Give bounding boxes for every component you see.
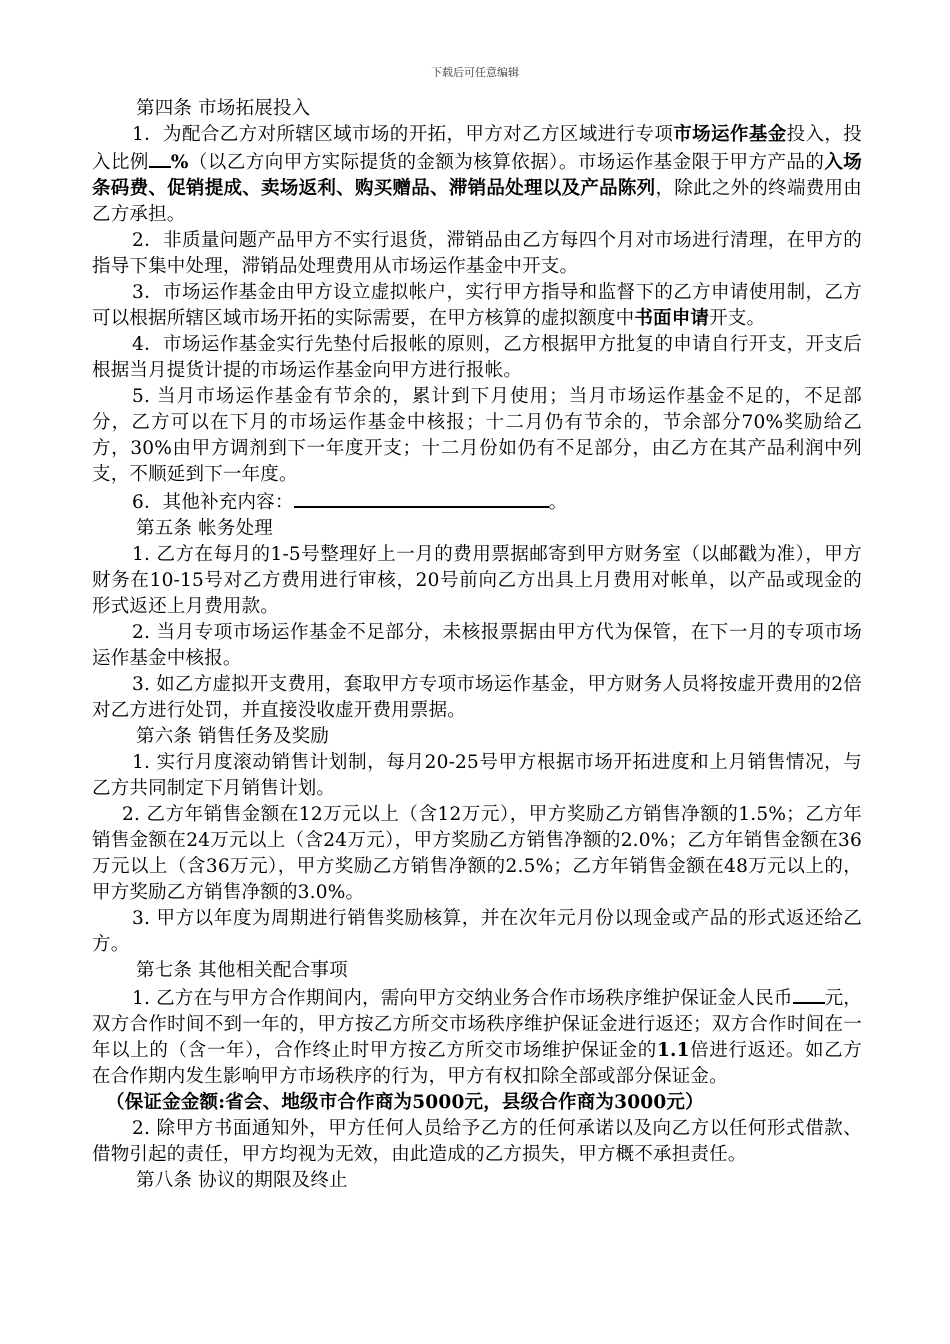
article-4-clause-6: 6．其他补充内容： 。	[92, 488, 862, 516]
article-4-clause-1: 1．为配合乙方对所辖区域市场的开拓，甲方对乙方区域进行专项市场运作基金投入，投入比例 %（以乙方向甲方实际提货的金额为核算依据）。市场运作基金限于甲方产品的入场条码费、促销提成、卖场返利、购买赠品、滞销品处理以及产品陈列，除此之外的终端费用由乙方承担。	[92, 124, 862, 225]
article-6-clause-3: 3. 甲方以年度为周期进行销售奖励核算，并在次年元月份以现金或产品的形式返还给乙方。	[92, 908, 862, 955]
article-7-clause-2: 2. 除甲方书面通知外，甲方任何人员给予乙方的任何承诺以及向乙方以任何形式借款、借物引起的责任，甲方均视为无效，由此造成的乙方损失，甲方概不承担责任。	[92, 1118, 862, 1165]
article-6-clause-1: 1. 实行月度滚动销售计划制，每月20-25号甲方根据市场开拓进度和上月销售情况，与乙方共同制定下月销售计划。	[92, 752, 862, 799]
deposit-amount-blank	[793, 984, 825, 1004]
page-header: 下载后可任意编辑	[431, 66, 519, 79]
article-4-clause-4: 4．市场运作基金实行先垫付后报帐的原则，乙方根据甲方批复的申请自行开支，开支后根据当月提货计提的市场运作基金向甲方进行报帐。	[92, 334, 862, 381]
article-4-clause-3: 3．市场运作基金由甲方设立虚拟帐户，实行甲方指导和监督下的乙方申请使用制，乙方可以根据所辖区域市场开拓的实际需要，在甲方核算的虚拟额度中书面申请开支。	[92, 282, 862, 329]
article-7-title: 第七条 其他相关配合事项	[136, 960, 348, 981]
article-8-title: 第八条 协议的期限及终止	[136, 1170, 348, 1191]
deposit-note: （保证金金额:省会、地级市合作商为5000元，县级合作商为3000元）	[106, 1092, 704, 1113]
supplement-blank	[294, 488, 549, 508]
article-5-title: 第五条 帐务处理	[136, 518, 273, 539]
article-5-clause-3: 3. 如乙方虚拟开支费用，套取甲方专项市场运作基金，甲方财务人员将按虚开费用的2倍对乙方进行处罚，并直接没收虚开费用票据。	[92, 674, 862, 721]
article-5-clause-1: 1. 乙方在每月的1-5号整理好上一月的费用票据邮寄到甲方财务室（以邮戳为准），甲方财务在10-15号对乙方费用进行审核，20号前向乙方出具上月费用对帐单，以产品或现金的形式返还上月费用款。	[92, 544, 862, 617]
article-4-clause-2: 2．非质量问题产品甲方不实行退货，滞销品由乙方每四个月对市场进行清理，在甲方的指导下集中处理，滞销品处理费用从市场运作基金中开支。	[92, 230, 862, 277]
article-4-clause-5: 5. 当月市场运作基金有节余的，累计到下月使用；当月市场运作基金不足的，不足部分，乙方可以在下月的市场运作基金中核报；十二月仍有节余的，节余部分70%奖励给乙方，30%由甲方调剂到下一年度开支；十二月份如仍有不足部分，由乙方在其产品利润中列支，不顺延到下一年度。	[92, 386, 862, 485]
article-6-clause-2: 2. 乙方年销售金额在12万元以上（含12万元），甲方奖励乙方销售净额的1.5%；乙方年销售金额在24万元以上（含24万元），甲方奖励乙方销售净额的2.0%；乙方年销售金额在36万元以上（含36万元），甲方奖励乙方销售净额的2.5%；乙方年销售金额在48万元以上的，甲方奖励乙方销售净额的3.0%。	[92, 804, 862, 903]
article-4-title: 第四条 市场拓展投入	[136, 98, 311, 119]
article-7-clause-1: 1. 乙方在与甲方合作期间内，需向甲方交纳业务合作市场秩序维护保证金人民币 元，双方合作时间不到一年的，甲方按乙方所交市场秩序维护保证金进行返还；双方合作时间在一年以上的（含一年），合作终止时甲方按乙方所交市场维护保证金的1.1倍进行返还。如乙方在合作期内发生影响甲方市场秩序的行为，甲方有权扣除全部或部分保证金。	[92, 984, 862, 1090]
article-5-clause-2: 2. 当月专项市场运作基金不足部分，未核报票据由甲方代为保管，在下一月的专项市场运作基金中核报。	[92, 622, 862, 669]
ratio-blank	[149, 148, 171, 168]
article-6-title: 第六条 销售任务及奖励	[136, 726, 330, 747]
document-body	[92, 96, 862, 1194]
